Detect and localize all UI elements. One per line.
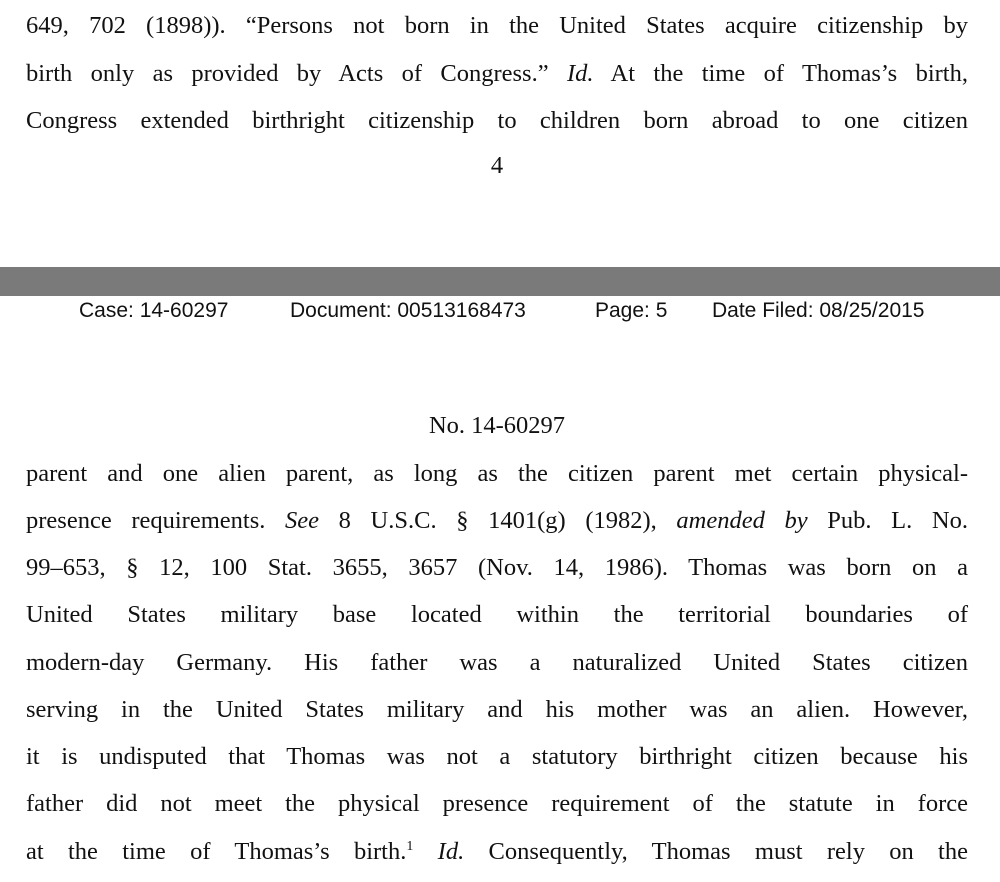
text-run: United States military base located within the territorial boundaries of (26, 601, 968, 628)
citation-id: Id. (437, 838, 465, 865)
page-number: 4 (490, 152, 504, 179)
page-label: Page: 5 (595, 299, 668, 322)
text-line (26, 837, 968, 867)
text-run: presence requirements. (26, 507, 285, 534)
text-run (413, 838, 437, 865)
text-line (26, 789, 968, 819)
text-line (26, 695, 968, 725)
text-line (26, 742, 968, 772)
text-run: at the time of Thomas’s birth. (26, 838, 407, 865)
text-line (26, 648, 968, 678)
date-filed: Date Filed: 08/25/2015 (712, 299, 925, 322)
text-run: birth only as provided by Acts of Congress.” (26, 60, 567, 87)
text-run: Congress extended birthright citizenship to children born abroad to one citizen (26, 107, 968, 134)
citation-id: Id. (566, 60, 594, 87)
footnote-marker[interactable]: 1 (406, 839, 414, 854)
text-line (26, 553, 968, 583)
text-run: 649, 702 (1898)). “Persons not born in the United States acquire citizenship by (26, 12, 968, 39)
filing-header (0, 297, 1000, 327)
text-run: 8 U.S.C. § 1401(g) (1982), (319, 507, 677, 534)
case-number: Case: 14-60297 (79, 299, 229, 322)
text-line (26, 506, 968, 536)
document-number: Document: 00513168473 (290, 299, 526, 322)
page-separator (0, 267, 1000, 296)
signal-amended-by: amended by (676, 507, 808, 534)
text-run: Consequently, Thomas must rely on the (464, 838, 968, 865)
text-run: 99–653, § 12, 100 Stat. 3655, 3657 (Nov. 14, 1986). Thomas was born on a (26, 554, 968, 581)
text-line (26, 459, 968, 489)
text-run: modern-day Germany. His father was a naturalized United States citizen (26, 649, 968, 676)
text-line (26, 600, 968, 630)
text-run: Pub. L. No. (807, 507, 968, 534)
signal-see: See (285, 507, 319, 534)
docket-number: No. 14-60297 (428, 412, 566, 439)
text-run: serving in the United States military and his mother was an alien. However, (26, 696, 968, 723)
text-run: father did not meet the physical presence requirement of the statute in force (26, 790, 968, 817)
text-line (26, 59, 968, 89)
text-line (26, 11, 968, 41)
text-run: it is undisputed that Thomas was not a statutory birthright citizen because his (26, 743, 968, 770)
text-run: parent and one alien parent, as long as the citizen parent met certain physical- (26, 460, 968, 487)
text-line (26, 106, 968, 136)
text-run: At the time of Thomas’s birth, (593, 60, 968, 87)
